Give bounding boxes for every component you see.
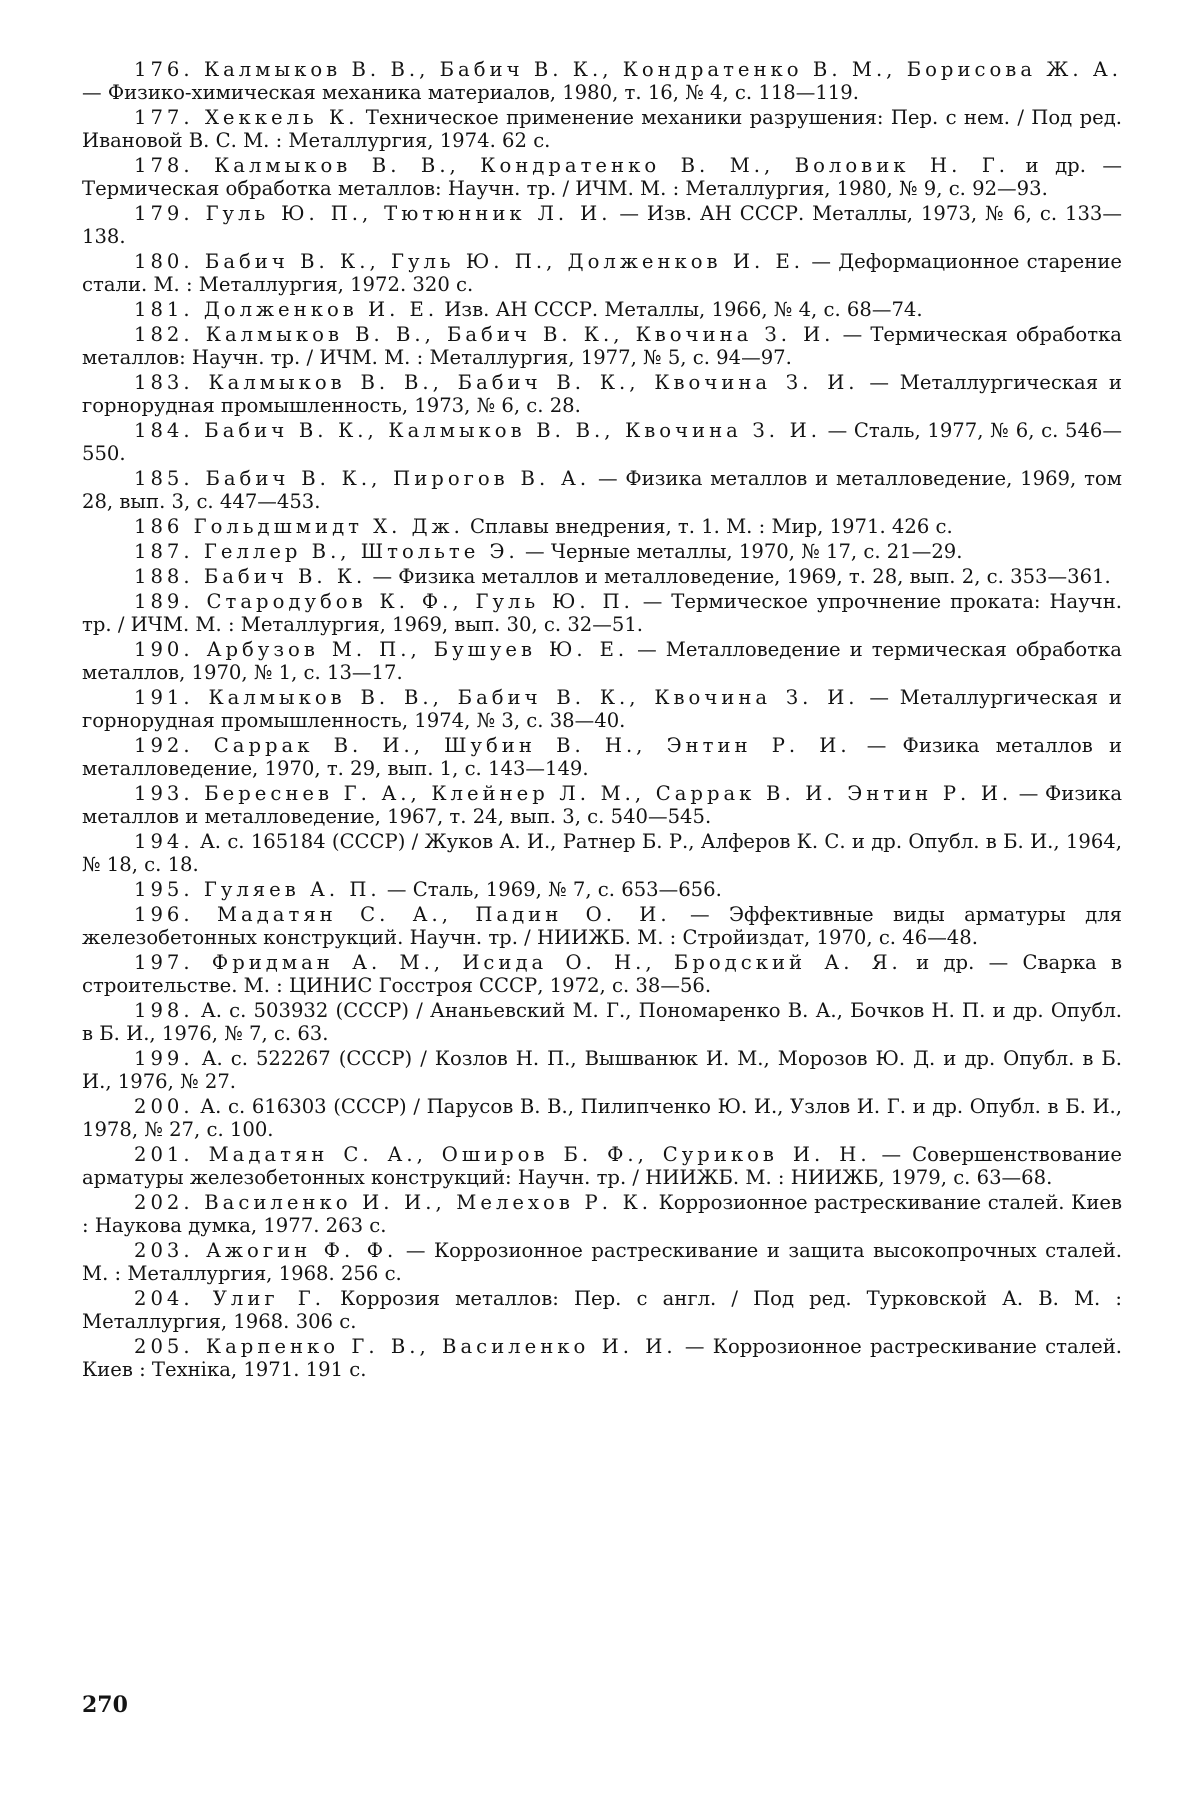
page-number: 270 [82, 1692, 128, 1718]
reference-text: — Сталь, 1969, № 7, с. 653—656. [386, 878, 722, 901]
reference-entry [82, 999, 1122, 1045]
reference-entry [82, 1239, 1122, 1285]
reference-entry [82, 1287, 1122, 1333]
reference-authors: 176. Калмыков В. В., Бабич В. К., Кондратенко В. М., Борисова Ж. А. [134, 58, 1122, 81]
reference-authors: 181. Долженков И. Е. [134, 298, 439, 321]
reference-entry [82, 467, 1122, 513]
reference-authors: 187. Геллер В., Штольте Э. [134, 540, 519, 563]
reference-entry [82, 1191, 1122, 1237]
reference-authors: 199. [134, 1047, 194, 1070]
reference-entry [82, 419, 1122, 465]
reference-entry [82, 202, 1122, 248]
reference-entry [82, 250, 1122, 296]
reference-text: — Термическая обработка металлов: Научн. тр. / ИЧМ. М. : Металлургия, 1977, № 5, с. 94—97. [82, 323, 1122, 369]
reference-authors: 186 Гольдшмидт Х. Дж. [134, 515, 464, 538]
reference-entry [82, 1095, 1122, 1141]
reference-entry [82, 782, 1122, 828]
reference-authors: 203. Ажогин Ф. Ф. [134, 1239, 398, 1262]
reference-text: и др. — Термическая обработка металлов: Научн. тр. / ИЧМ. М. : Металлургия, 1980, № 9, с. 92—93. [82, 154, 1123, 200]
reference-text: и др. — Сварка в строительстве. М. : ЦИНИС Госстроя СССР, 1972, с. 38—56. [82, 951, 1123, 997]
reference-entry [82, 515, 1122, 538]
reference-authors: 201. Мадатян С. А., Оширов Б. Ф., Суриков И. Н. [134, 1143, 871, 1166]
reference-authors: 204. Улиг Г. [134, 1287, 325, 1310]
reference-authors: 200. [134, 1095, 194, 1118]
reference-entry [82, 58, 1122, 104]
reference-authors: 178. Калмыков В. В., Кондратенко В. М., Воловик Н. Г. [134, 154, 1010, 177]
reference-text: — Черные металлы, 1970, № 17, с. 21—29. [525, 540, 963, 563]
reference-authors: 182. Калмыков В. В., Бабич В. К., Квочина З. И. [134, 323, 835, 346]
reference-authors: 198. [134, 999, 194, 1022]
reference-authors: 202. Василенко И. И., Мелехов Р. К. [134, 1191, 652, 1214]
reference-text: Техническое применение механики разрушения: Пер. с нем. / Под ред. Ивановой В. С. М. : Металлургия, 1974. 62 с. [82, 106, 1122, 152]
reference-text: — Коррозионное растрескивание сталей. Киев : Техніка, 1971. 191 с. [82, 1335, 1122, 1381]
reference-text: — Изв. АН СССР. Металлы, 1973, № 6, с. 133—138. [82, 202, 1122, 248]
reference-entry [82, 638, 1122, 684]
reference-text: — Сталь, 1977, № 6, с. 546—550. [82, 419, 1122, 465]
reference-text: — Эффективные виды арматуры для железобетонных конструкций. Научн. тр. / НИИЖБ. М. : Стройиздат, 1970, с. 46—48. [82, 903, 1123, 949]
reference-text: Изв. АН СССР. Металлы, 1966, № 4, с. 68—74. [444, 298, 923, 321]
reference-text: — Деформационное старение стали. М. : Металлургия, 1972. 320 с. [82, 250, 1122, 296]
reference-text: — Физика металлов и металловедение, 1969, т. 28, вып. 2, с. 353—361. [372, 565, 1111, 588]
reference-list [82, 58, 1122, 1383]
reference-text: — Совершенствование арматуры железобетонных конструкций: Научн. тр. / НИИЖБ. М. : НИИЖБ, 1979, с. 63—68. [82, 1143, 1122, 1189]
reference-text: — Термическое упрочнение проката: Научн. тр. / ИЧМ. М. : Металлургия, 1969, вып. 30, с. 32—51. [82, 590, 1122, 636]
reference-entry [82, 951, 1122, 997]
reference-authors: 177. Хеккель К. [134, 106, 359, 129]
reference-text: Коррозия металлов: Пер. с англ. / Под ред. Турковской А. В. М. : Металлургия, 1968. 306 с. [82, 1287, 1122, 1333]
reference-authors: 189. Стародубов К. Ф., Гуль Ю. П. [134, 590, 634, 613]
reference-entry [82, 1335, 1122, 1381]
reference-authors: 184. Бабич В. К., Калмыков В. В., Квочина З. И. [134, 419, 821, 442]
reference-entry [82, 590, 1122, 636]
reference-entry [82, 734, 1122, 780]
reference-authors: 205. Карпенко Г. В., Василенко И. И. [134, 1335, 677, 1358]
reference-entry [82, 540, 1122, 563]
reference-entry [82, 686, 1122, 732]
reference-authors: 188. Бабич В. К. [134, 565, 367, 588]
reference-authors: 195. Гуляев А. П. [134, 878, 381, 901]
reference-text: — Физика металлов и металловедение, 1969, том 28, вып. 3, с. 447—453. [82, 467, 1122, 513]
reference-authors: 179. Гуль Ю. П., Тютюнник Л. И. [134, 202, 612, 225]
reference-authors: 193. Береснев Г. А., Клейнер Л. М., Саррак В. И. Энтин Р. И. [134, 782, 1013, 805]
reference-entry [82, 1047, 1122, 1093]
reference-text: — Металлургическая и горнорудная промышленность, 1973, № 6, с. 28. [82, 371, 1122, 417]
reference-authors: 194. [134, 830, 194, 853]
reference-text: — Металловедение и термическая обработка металлов, 1970, № 1, с. 13—17. [82, 638, 1122, 684]
reference-entry [82, 371, 1122, 417]
reference-text: А. с. 503932 (СССР) / Ананьевский М. Г., Пономаренко В. А., Бочков Н. П. и др. Опубл. в Б. И., 1976, № 7, с. 63. [82, 999, 1122, 1045]
reference-authors: 196. Мадатян С. А., Падин О. И. [134, 903, 671, 926]
reference-entry [82, 323, 1122, 369]
reference-text: — Металлургическая и горнорудная промышленность, 1974, № 3, с. 38—40. [82, 686, 1122, 732]
reference-entry [82, 565, 1122, 588]
reference-authors: 183. Калмыков В. В., Бабич В. К., Квочина З. И. [134, 371, 859, 394]
reference-text: А. с. 522267 (СССР) / Козлов Н. П., Вышванюк И. М., Морозов Ю. Д. и др. Опубл. в Б. И., 1976, № 27. [82, 1047, 1122, 1093]
reference-text: А. с. 165184 (СССР) / Жуков А. И., Ратнер Б. Р., Алферов К. С. и др. Опубл. в Б. И., 1964, № 18, с. 18. [82, 830, 1123, 876]
reference-entry [82, 1143, 1122, 1189]
reference-entry [82, 298, 1122, 321]
reference-authors: 192. Саррак В. И., Шубин В. Н., Энтин Р. И. [134, 734, 851, 757]
reference-text: Коррозионное растрескивание сталей. Киев : Наукова думка, 1977. 263 с. [82, 1191, 1123, 1237]
reference-entry [82, 106, 1122, 152]
reference-authors: 197. Фридман А. М., Исида О. Н., Бродский А. Я. [134, 951, 902, 974]
reference-text: — Физико-химическая механика материалов, 1980, т. 16, № 4, с. 118—119. [82, 81, 859, 104]
reference-authors: 190. Арбузов М. П., Бушуев Ю. Е. [134, 638, 629, 661]
reference-authors: 185. Бабич В. К., Пирогов В. А. [134, 467, 591, 490]
reference-text: — Коррозионное растрескивание и защита высокопрочных сталей. М. : Металлургия, 1968. 256 с. [82, 1239, 1122, 1285]
reference-entry [82, 878, 1122, 901]
reference-entry [82, 903, 1122, 949]
reference-authors: 191. Калмыков В. В., Бабич В. К., Квочина З. И. [134, 686, 859, 709]
reference-text: — Физика металлов и металловедение, 1967, т. 24, вып. 3, с. 540—545. [82, 782, 1122, 828]
reference-entry [82, 830, 1122, 876]
reference-text: А. с. 616303 (СССР) / Парусов В. В., Пилипченко Ю. И., Узлов И. Г. и др. Опубл. в Б. И., 1978, № 27, с. 100. [82, 1095, 1122, 1141]
reference-text: Сплавы внедрения, т. 1. М. : Мир, 1971. 426 с. [470, 515, 953, 538]
reference-entry [82, 154, 1122, 200]
reference-text: — Физика металлов и металловедение, 1970, т. 29, вып. 1, с. 143—149. [82, 734, 1123, 780]
reference-authors: 180. Бабич В. К., Гуль Ю. П., Долженков И. Е. [134, 250, 805, 273]
